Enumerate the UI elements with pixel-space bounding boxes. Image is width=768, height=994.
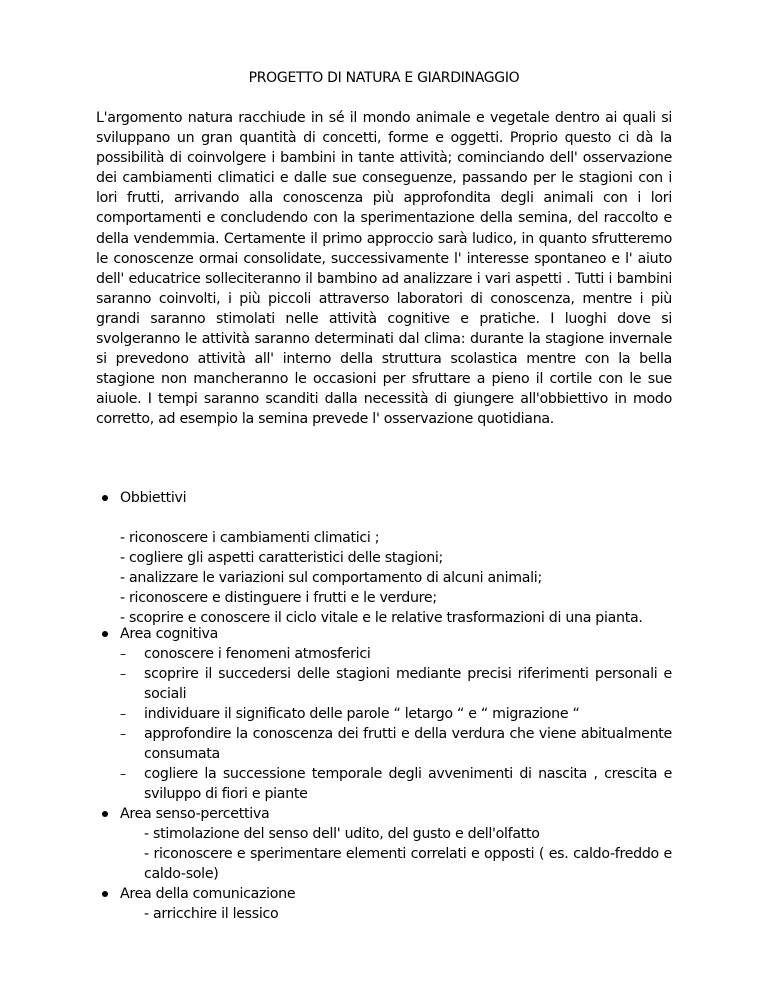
objectives-heading: Obbiettivi (120, 490, 187, 506)
area-cognitiva-list (120, 644, 672, 804)
list-item: - riconoscere i cambiamenti climatici ; (120, 530, 380, 546)
list-item: – cogliere la successione temporale degli avvenimenti di nascita , crescita e sviluppo di fiori e piante (120, 766, 672, 802)
objectives-list (120, 528, 643, 628)
area-cognitiva-heading: Area cognitiva (120, 626, 218, 642)
area-senso-heading: Area senso-percettiva (120, 806, 270, 822)
list-item: - cogliere gli aspetti caratteristici delle stagioni; (120, 550, 444, 566)
area-senso-item: - stimolazione del senso dell' udito, del gusto e dell'olfatto (144, 826, 540, 842)
list-item: - scoprire e conoscere il ciclo vitale e le relative trasformazioni di una pianta. (120, 610, 643, 626)
area-comunicazione-heading: Area della comunicazione (120, 886, 296, 902)
bullet-icon (102, 891, 108, 897)
dash-marker: – (120, 767, 126, 781)
list-item: – approfondire la conoscenza dei frutti e della verdura che viene abitualmente consumata (120, 726, 672, 762)
list-item: – individuare il significato delle parole “ letargo “ e “ migrazione “ (120, 706, 580, 722)
list-item: – conoscere i fenomeni atmosferici (120, 646, 371, 662)
list-item: - analizzare le variazioni sul comportamento di alcuni animali; (120, 570, 542, 586)
bullet-icon (102, 495, 108, 501)
bullet-icon (102, 631, 108, 637)
dash-marker: – (120, 707, 126, 721)
dash-marker: – (120, 667, 126, 681)
bullet-icon (102, 811, 108, 817)
dash-marker: – (120, 727, 126, 741)
document-title: PROGETTO DI NATURA E GIARDINAGGIO (248, 70, 520, 86)
list-item: – scoprire il succedersi delle stagioni mediante precisi riferimenti personali e sociali (120, 666, 672, 702)
area-senso-item: - riconoscere e sperimentare elementi correlati e opposti ( es. caldo-freddo e caldo-sole) (144, 846, 672, 882)
intro-paragraph: L'argomento natura racchiude in sé il mondo animale e vegetale dentro ai quali si sviluppano un gran quantità di concetti, forme e oggetti. Proprio questo ci dà la possibilità di coinvolgere i bambini in tante attività; cominciando dell' osservazione dei cambiamenti climatici e dalle sue conseguenze, passando per le stagioni con i lori frutti, arrivando alla conoscenza più approfondita degli animali con i lori comportamenti e concludendo con la sperimentazione della semina, del raccolto e della vendemmia. Certamente il primo approccio sarà ludico, in quanto sfrutteremo le conoscenze ormai consolidate, successivamente l' interesse spontaneo e l' aiuto dell' educatrice solleciteranno il bambino ad analizzare i vari aspetti . Tutti i bambini saranno coinvolti, i più piccoli attraverso laboratori di conoscenza, mentre i più grandi saranno stimolati nelle attività cognitive e pratiche. I luoghi dove si svolgeranno le attività saranno determinati dal clima: durante la stagione invernale si prevedono attività all' interno della struttura scolastica mentre con la bella stagione non mancheranno le occasioni per sfruttare a pieno il cortile con le sue aiuole. I tempi saranno scanditi dalla necessità di giungere all'obbiettivo in modo corretto, ad esempio la semina prevede l' osservazione quotidiana. (96, 110, 672, 428)
dash-marker: – (120, 647, 126, 661)
area-comunicazione-item: - arricchire il lessico (144, 906, 279, 922)
list-item: - riconoscere e distinguere i frutti e le verdure; (120, 590, 437, 606)
